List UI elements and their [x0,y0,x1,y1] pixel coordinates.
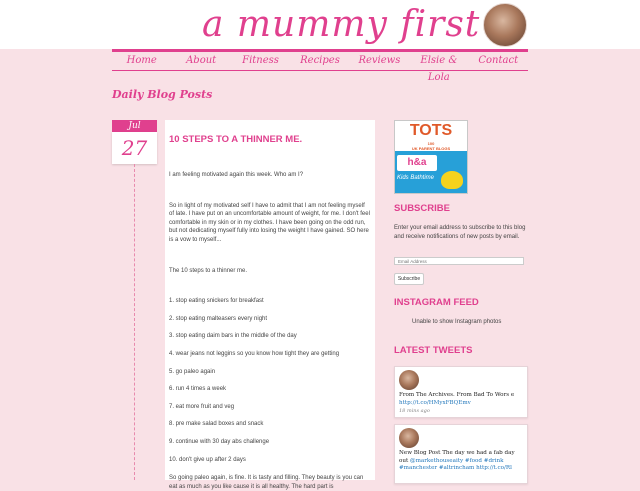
tweet-body: From The Archives. From Bad To Wors e [399,392,515,398]
list-item: 3. stop eating daim bars in the middle of the day [169,333,297,340]
badge-tots-label: TOTS [409,122,453,139]
list-item: 9. continue with 30 day abs challenge [169,438,270,445]
badge-ha-logo: h&a [397,155,437,171]
subscribe-heading: SUBSCRIBE [394,203,450,214]
tweet-card [394,366,528,418]
post-date-month: Jul [112,120,157,132]
list-item: 1. stop eating snickers for breakfast [169,298,264,305]
instagram-heading: INSTAGRAM FEED [394,297,479,308]
subscribe-text: Enter your email address to subscribe to this blog and receive notifications of new posts by email. [394,225,526,240]
nav-recipes[interactable]: Recipes [300,55,340,66]
avatar [483,3,527,47]
post-closing: So going paleo again, is fine. It is tasty and filling. They beauty is you can eat as much as you like cause it is all healthy. The hard part is [169,475,364,490]
email-field[interactable] [394,257,524,265]
tweet-time: 18 mins ago [399,408,430,415]
nav-home[interactable]: Home [126,55,157,66]
main-nav [112,49,528,83]
badge-ha-panel [395,151,467,193]
list-item: 5. go paleo again [169,368,216,375]
tweet-text [399,392,523,407]
steps-list [169,297,371,464]
tweet-card [394,424,528,484]
badge-hundred-label: 100 [395,141,467,146]
list-item: 4. wear jeans not leggins so you know how tight they are getting [169,350,340,357]
nav-elsie-lola[interactable]: Elsie & Lola [420,55,458,83]
list-item: 7. eat more fruit and veg [169,403,235,410]
badge-kids-label: Kids Bathtime [397,175,435,181]
subscribe-button[interactable]: Subscribe [394,273,424,285]
post-title[interactable]: 10 STEPS TO A THINNER ME. [169,134,303,145]
badge-tots-text [395,121,467,151]
nav-about[interactable]: About [186,55,217,66]
blog-post [165,120,375,490]
list-item: 8. pre make salad boxes and snack [169,421,264,428]
tots100-badge[interactable] [394,120,468,194]
avatar[interactable] [399,370,419,390]
tweet-text [399,450,523,473]
tweet-link[interactable]: http://t.co/HMyxFBQEmv [399,399,471,406]
post-date-day: 27 [112,132,157,164]
instagram-text: Unable to show Instagram photos [412,319,502,325]
badge-uk-label: UK PARENT BLOGS [395,146,467,151]
post-paragraph: So in light of my motivated self I have to admit that I am not feeling myself of late. I have put on an uncomfortable amount of weight, for me. I don't feel comfortable in my skin or in my clothes. I have been going on the odd run, but not dedicating myself fully into losing the weight I have gained. SO here is a vow to myself... [169,202,370,243]
post-intro: I am feeling motivated again this week. Who am I? [169,172,304,178]
rubber-duck-icon [441,171,463,189]
list-item: 6. run 4 times a week [169,386,227,393]
list-item: 10. don't give up after 2 days [169,456,246,463]
post-lead: The 10 steps to a thinner me. [169,267,248,274]
section-title: Daily Blog Posts [112,88,213,101]
nav-fitness[interactable]: Fitness [242,55,279,66]
site-logo[interactable]: a mummy first [202,4,481,45]
tweets-heading: LATEST TWEETS [394,345,473,356]
site-header [0,0,640,49]
nav-reviews[interactable]: Reviews [358,55,401,66]
list-item: 2. stop eating malteasers every night [169,315,268,322]
nav-contact[interactable]: Contact [478,55,519,66]
timeline-divider [134,164,135,480]
tweet-link[interactable]: @markethouseaity #food #drink #manchester #altrincham http://t.co/Rl [399,457,512,472]
tweet-body: New Blog Post The day we had a fab day out [399,450,515,464]
avatar[interactable] [399,428,419,448]
